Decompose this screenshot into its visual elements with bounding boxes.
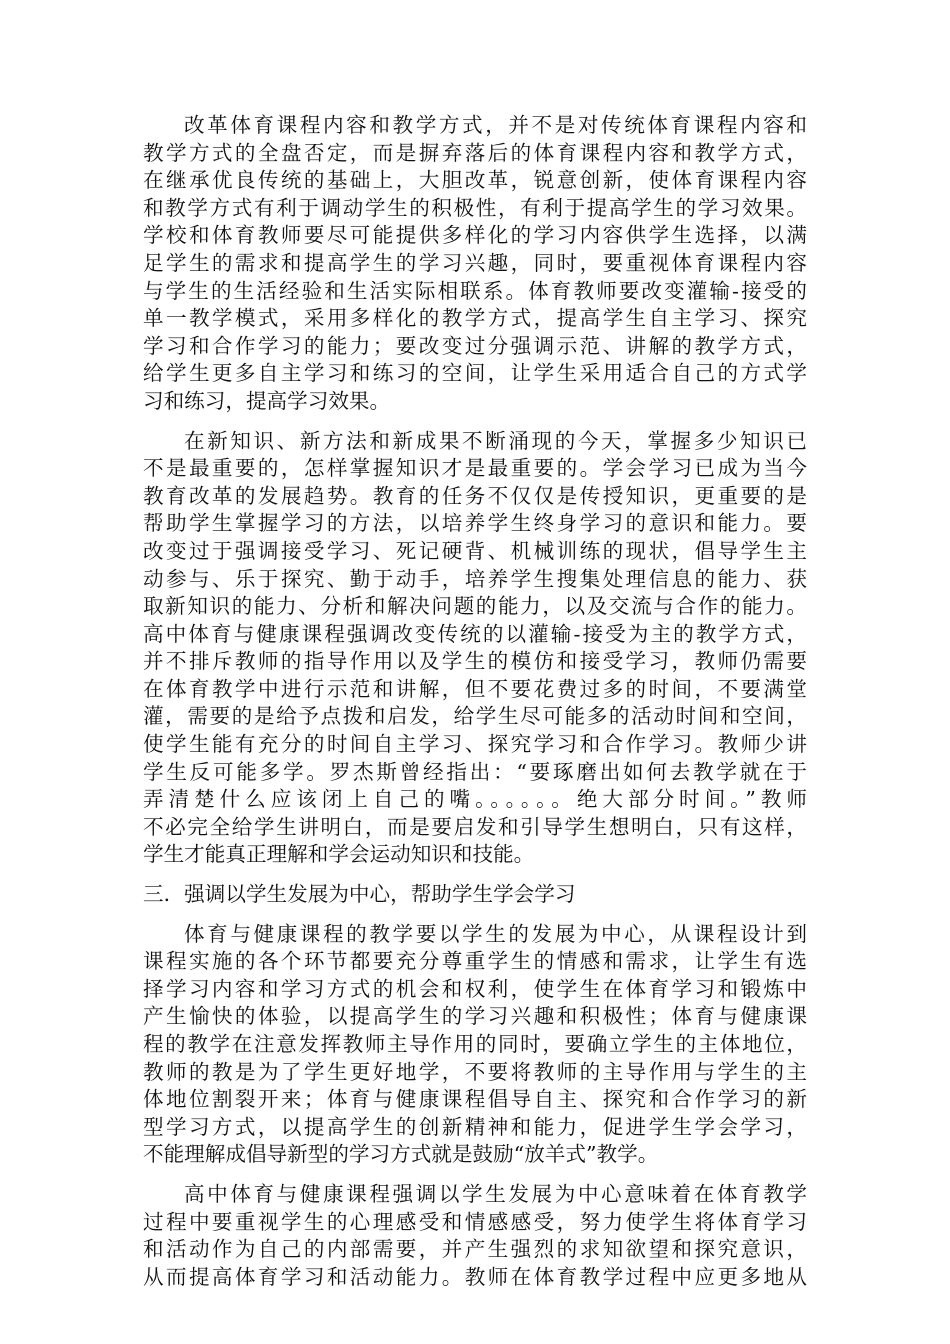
- paragraph-1: [143, 112, 807, 416]
- text-line: 和活动作为自己的内部需要，并产生强烈的求知欲望和探究意识，: [143, 1237, 807, 1262]
- text-line: 学校和体育教师要尽可能提供多样化的学习内容供学生选择，以满: [143, 223, 807, 248]
- text-line: 取新知识的能力、分析和解决问题的能力，以及交流与合作的能力。: [143, 594, 807, 619]
- paragraph-2: [143, 428, 807, 870]
- text-line: 体育与健康课程的教学要以学生的发展为中心，从课程设计到: [184, 921, 807, 946]
- text-line: 在继承优良传统的基础上，大胆改革，锐意创新，使体育课程内容: [143, 168, 807, 193]
- text-line: 教育改革的发展趋势。教育的任务不仅仅是传授知识，更重要的是: [143, 483, 807, 508]
- text-line: 弄清楚什么应该闭上自己的嘴。。。。。。绝大部分时间。”教师: [143, 787, 807, 812]
- text-line: 学习和合作学习的能力；要改变过分强调示范、讲解的教学方式，: [143, 333, 807, 358]
- text-line: 给学生更多自主学习和练习的空间，让学生采用适合自己的方式学: [143, 361, 807, 386]
- text-line: 帮助学生掌握学习的方法，以培养学生终身学习的意识和能力。要: [143, 511, 807, 536]
- text-line: 程的教学在注意发挥教师主导作用的同时，要确立学生的主体地位，: [143, 1032, 807, 1056]
- section-heading: [143, 881, 807, 909]
- text-line: 在新知识、新方法和新成果不断涌现的今天，掌握多少知识已: [184, 428, 807, 453]
- section-heading-text: 三．强调以学生发展为中心，帮助学生学会学习: [143, 882, 576, 907]
- text-line: 课程实施的各个环节都要充分尊重学生的情感和需求，让学生有选: [143, 949, 807, 974]
- text-line: 使学生能有充分的时间自主学习、探究学习和合作学习。教师少讲: [143, 732, 807, 757]
- text-line: 不必完全给学生讲明白，而是要启发和引导学生想明白，只有这样，: [143, 814, 807, 839]
- text-line: 在体育教学中进行示范和讲解，但不要花费过多的时间，不要满堂: [143, 676, 807, 701]
- text-line: 教师的教是为了学生更好地学，不要将教师的主导作用与学生的主: [143, 1059, 807, 1084]
- text-line: 和教学方式有利于调动学生的积极性，有利于提高学生的学习效果。: [143, 195, 807, 220]
- text-line: 灌，需要的是给予点拨和启发，给学生尽可能多的活动时间和空间，: [143, 704, 807, 729]
- text-line: 并不排斥教师的指导作用以及学生的模仿和接受学习，教师仍需要: [143, 649, 807, 674]
- paragraph-4: [143, 1181, 807, 1291]
- text-line: 不是最重要的，怎样掌握知识才是最重要的。学会学习已成为当今: [143, 456, 807, 481]
- text-line: 产生愉快的体验，以提高学生的学习兴趣和积极性；体育与健康课: [143, 1004, 807, 1029]
- text-line: 与学生的生活经验和生活实际相联系。体育教师要改变灌输-接受的: [143, 278, 807, 303]
- text-line: 高中体育与健康课程强调以学生发展为中心意味着在体育教学: [184, 1181, 807, 1206]
- text-line: 学生反可能多学。罗杰斯曾经指出：“要琢磨出如何去教学就在于: [143, 759, 807, 784]
- text-line: 单一教学模式，采用多样化的教学方式，提高学生自主学习、探究: [143, 306, 807, 331]
- document-page: [143, 112, 807, 1303]
- text-line: 过程中要重视学生的心理感受和情感感受，努力使学生将体育学习: [143, 1209, 807, 1234]
- text-line: 择学习内容和学习方式的机会和权利，使学生在体育学习和锻炼中: [143, 976, 807, 1001]
- text-line: 型学习方式，以提高学生的创新精神和能力，促进学生学会学习，: [143, 1114, 807, 1139]
- text-line: 动参与、乐于探究、勤于动手，培养学生搜集处理信息的能力、获: [143, 566, 807, 591]
- text-line: 体地位割裂开来；体育与健康课程倡导自主、探究和合作学习的新: [143, 1087, 807, 1112]
- text-line: 高中体育与健康课程强调改变传统的以灌输-接受为主的教学方式，: [143, 621, 807, 646]
- text-line: 从而提高体育学习和活动能力。教师在体育教学过程中应更多地从: [143, 1264, 807, 1289]
- text-line: 足学生的需求和提高学生的学习兴趣，同时，要重视体育课程内容: [143, 250, 807, 275]
- text-line: 学生才能真正理解和学会运动知识和技能。: [143, 842, 535, 867]
- text-line: 改革体育课程内容和教学方式，并不是对传统体育课程内容和: [184, 113, 807, 137]
- text-line: 习和练习，提高学习效果。: [143, 388, 391, 413]
- text-line: 改变过于强调接受学习、死记硬背、机械训练的现状，倡导学生主: [143, 538, 807, 563]
- text-line: 不能理解成倡导新型的学习方式就是鼓励“放羊式”教学。: [143, 1142, 659, 1167]
- paragraph-3: [143, 921, 807, 1169]
- text-line: 教学方式的全盘否定，而是摒弃落后的体育课程内容和教学方式，: [143, 140, 807, 165]
